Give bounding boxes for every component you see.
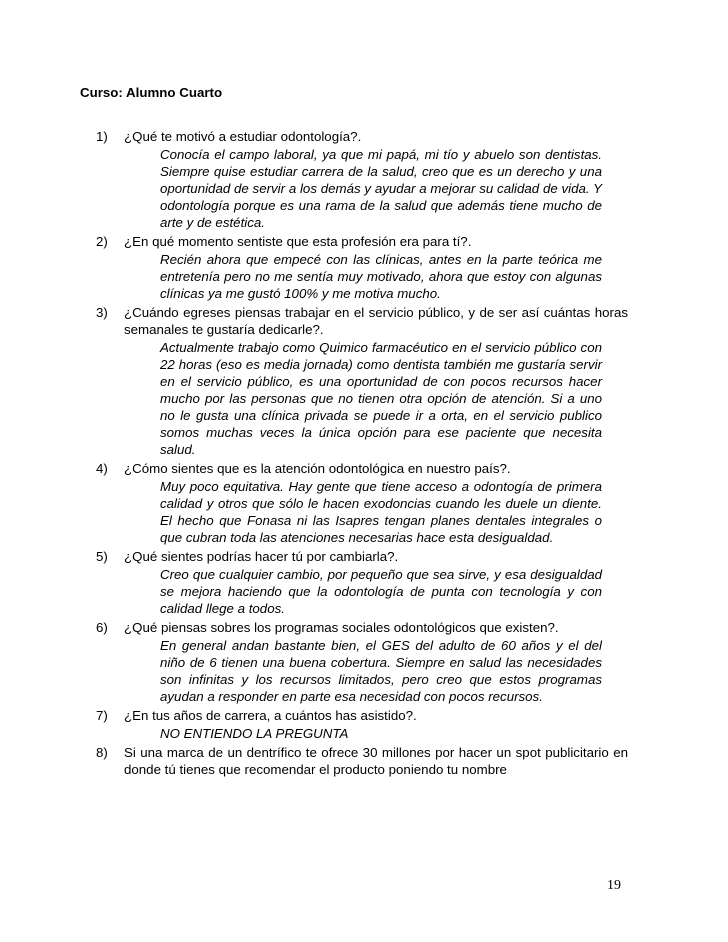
question-text: ¿En qué momento sentiste que esta profesión era para tí?. bbox=[124, 234, 472, 249]
question-item bbox=[96, 128, 628, 231]
answer-text: En general andan bastante bien, el GES del adulto de 60 años y el del niño de 6 tienen una buena cobertura. Siempre en salud las necesidades son infinitas y los recursos limitados, pero creo que estos programas ayudan a responder en parte esa necesidad con pocos recursos. bbox=[160, 638, 602, 704]
question-text: ¿Qué te motivó a estudiar odontología?. bbox=[124, 129, 362, 144]
question-item bbox=[96, 460, 628, 546]
question-item bbox=[96, 233, 628, 302]
page-number: 19 bbox=[607, 878, 621, 893]
question-item bbox=[96, 304, 628, 458]
question-number: 3) bbox=[96, 305, 108, 320]
question-text: ¿Qué piensas sobres los programas sociales odontológicos que existen?. bbox=[124, 620, 559, 635]
question-text: ¿Cómo sientes que es la atención odontológica en nuestro país?. bbox=[124, 461, 511, 476]
question-item bbox=[96, 548, 628, 617]
question-number: 4) bbox=[96, 461, 108, 476]
course-heading: Curso: Alumno Cuarto bbox=[80, 85, 223, 100]
answer-text: Recién ahora que empecé con las clínicas, antes en la parte teórica me entretenía pero no me sentía muy motivado, ahora que estoy con algunas clínicas ya me gustó 100% y me motiva mucho. bbox=[160, 252, 602, 301]
question-text: ¿En tus años de carrera, a cuántos has asistido?. bbox=[124, 708, 417, 723]
answer-text: NO ENTIENDO LA PREGUNTA bbox=[160, 726, 349, 741]
question-number: 2) bbox=[96, 234, 108, 249]
question-number: 7) bbox=[96, 708, 108, 723]
answer-text: Creo que cualquier cambio, por pequeño que sea sirve, y esa desigualdad se mejora haciendo que la odontología de punta con tecnología y con calidad llege a todos. bbox=[160, 567, 602, 616]
question-text: Si una marca de un dentrífico te ofrece 30 millones por hacer un spot publicitario en donde tú tienes que recomendar el producto poniendo tu nombre bbox=[124, 745, 628, 777]
question-item bbox=[96, 619, 628, 705]
question-text: ¿Cuándo egreses piensas trabajar en el servicio público, y de ser así cuántas horas semanales te gustaría dedicarle?. bbox=[124, 305, 628, 337]
question-item bbox=[96, 707, 628, 742]
question-number: 1) bbox=[96, 129, 108, 144]
answer-text: Muy poco equitativa. Hay gente que tiene acceso a odontogía de primera calidad y otros que sólo le hacen exodoncias cuando les duele un diente. El hecho que Fonasa ni las Isapres tengan planes dentales integrales o que cubran toda las atenciones necesarias hace esta desigualdad. bbox=[160, 479, 602, 545]
question-number: 8) bbox=[96, 745, 108, 760]
question-number: 6) bbox=[96, 620, 108, 635]
question-list bbox=[96, 128, 628, 778]
question-item bbox=[96, 744, 628, 778]
question-number: 5) bbox=[96, 549, 108, 564]
answer-text: Conocía el campo laboral, ya que mi papá, mi tío y abuelo son dentistas. Siempre quise estudiar carrera de la salud, creo que es un derecho y una oportunidad de servir a los demás y ayudar a mejorar su calidad de vida. Y odontología porque es una rama de la salud que además tiene mucho de arte y de estética. bbox=[160, 147, 602, 230]
answer-text: Actualmente trabajo como Quimico farmacéutico en el servicio público con 22 horas (eso es media jornada) como dentista también me gustaría servir en el servicio público, es una oportunidad de con pocos recursos hacer mucho por las personas que no tienen otra opción de atención. Si a uno no le gusta una clínica privada se puede ir a orta, en el servicio publico somos muchas veces la única opción para ese paciente que necesita salud. bbox=[160, 340, 602, 457]
question-text: ¿Qué sientes podrías hacer tú por cambiarla?. bbox=[124, 549, 399, 564]
